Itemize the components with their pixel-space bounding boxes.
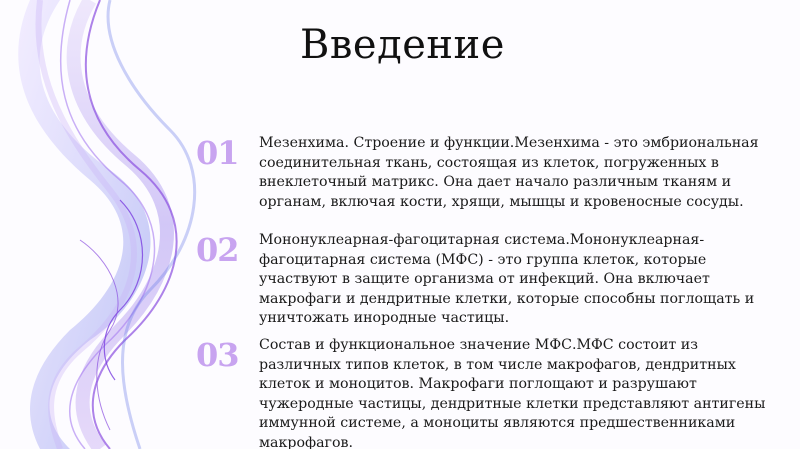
item-text: Мононуклеарная-фагоцитарная система.Мононуклеарная-фагоцитарная система (МФС) - это группа клеток, которые участвуют в защите организма от инфекций. Она включает макрофаги и дендритные клетки, которые способны поглощать и уничтожать инородные частицы. xyxy=(259,232,755,327)
item-text: Состав и функциональное значение МФС.МФС состоит из различных типов клеток, в том числе макрофагов, дендритных клеток и моноцитов. Макрофаги поглощают и разрушают чужеродные частицы, дендритные клетки представляют антигены иммунной системе, а моноциты являются предшественниками макрофагов. xyxy=(259,337,766,449)
item-number: 03 xyxy=(196,336,239,374)
item-number: 02 xyxy=(196,231,239,269)
slide-title: Введение xyxy=(300,22,505,68)
item-number: 01 xyxy=(196,134,239,172)
item-text: Мезенхима. Строение и функции.Мезенхима - это эмбриональная соединительная ткань, состоящая из клеток, погруженных в внеклеточный матрикс. Она дает начало различным тканям и органам, включая кости, хрящи, мышцы и кровеносные сосуды. xyxy=(259,135,759,210)
purple-smoke-decoration xyxy=(0,0,220,449)
